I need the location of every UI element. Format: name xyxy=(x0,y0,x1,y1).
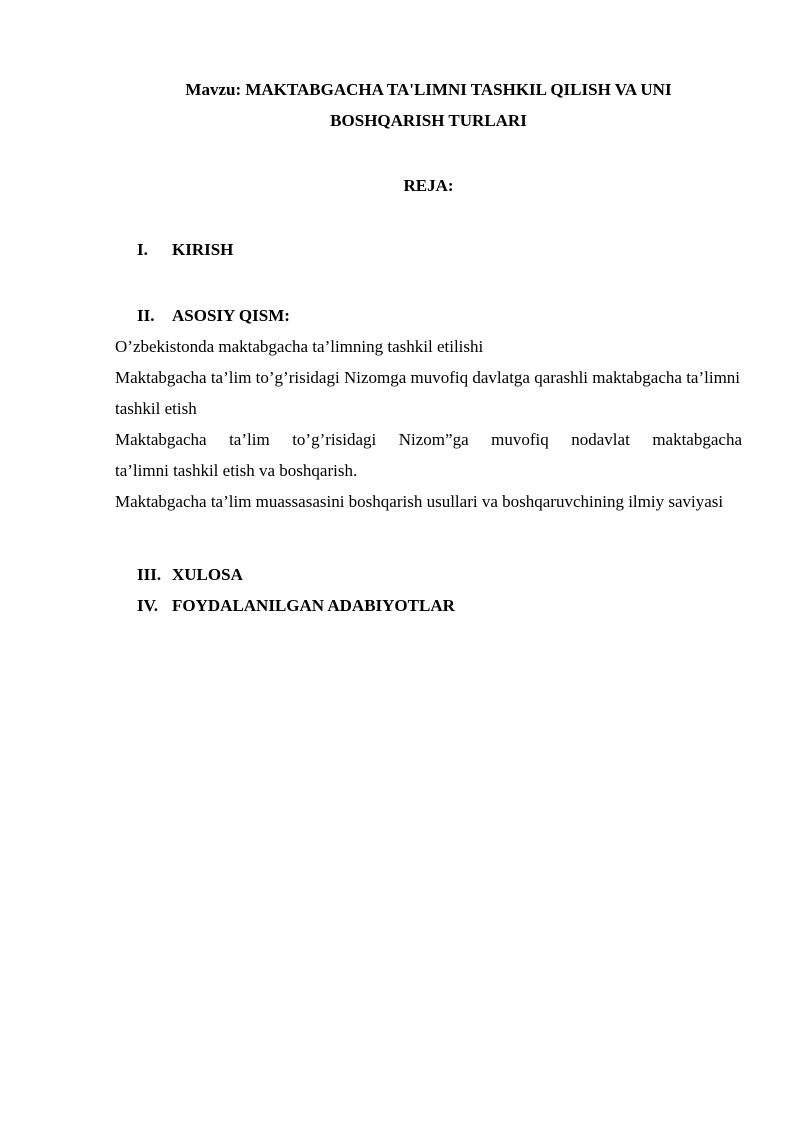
section-label: ASOSIY QISM: xyxy=(172,306,290,325)
section-number: III. xyxy=(137,565,162,584)
main-part-items xyxy=(115,331,742,517)
plan-heading: REJA: xyxy=(403,176,454,195)
main-item-line: ta’limni tashkil etish va boshqarish. xyxy=(115,461,358,480)
title-line-1: Mavzu: MAKTABGACHA TA'LIMNI TASHKIL QILISH VA UNI xyxy=(185,80,672,99)
section-label: FOYDALANILGAN ADABIYOTLAR xyxy=(172,596,455,615)
section-number: IV. xyxy=(137,596,158,615)
section-label: XULOSA xyxy=(172,565,243,584)
section-heading-xulosa xyxy=(137,559,243,590)
main-item: Maktabgacha ta’lim to’g’risidagi Nizomga muvofiq davlatga qarashli maktabgacha ta’limni tashkil etish xyxy=(115,368,741,418)
document-title xyxy=(115,74,742,136)
section-heading-adabiyotlar xyxy=(137,590,455,621)
section-heading-kirish xyxy=(137,234,233,265)
section-number: II. xyxy=(137,306,155,325)
main-item: O’zbekistonda maktabgacha ta’limning tashkil etilishi xyxy=(115,337,484,356)
main-item-line: Maktabgacha ta’lim to’g’risidagi Nizom”ga muvofiq nodavlat maktabgacha xyxy=(115,430,742,449)
section-heading-asosiy-qism xyxy=(137,300,290,331)
section-label: KIRISH xyxy=(172,240,234,259)
title-line-2: BOSHQARISH TURLARI xyxy=(330,111,527,130)
main-item: Maktabgacha ta’lim muassasasini boshqarish usullari va boshqaruvchining ilmiy saviyasi xyxy=(115,492,724,511)
section-number: I. xyxy=(137,240,148,259)
main-item xyxy=(115,424,742,486)
